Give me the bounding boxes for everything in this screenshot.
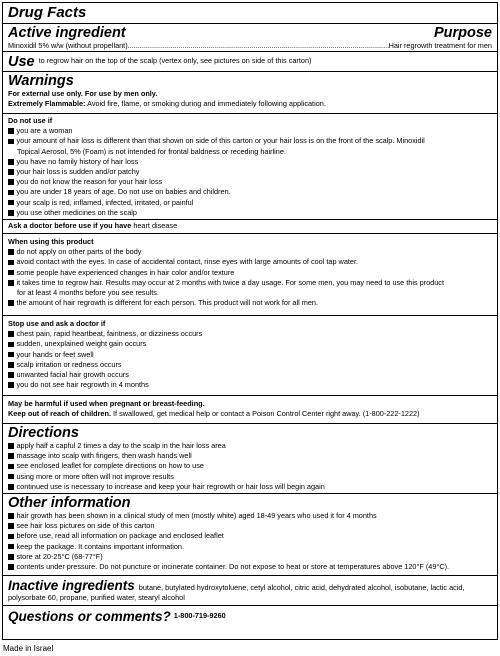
when-using-section bbox=[3, 233, 497, 315]
list-item: sudden, unexplained weight gain occurs bbox=[8, 339, 492, 349]
list-item: massage into scalp with fingers, then wash hands well bbox=[8, 451, 492, 461]
bullet-icon bbox=[8, 300, 14, 306]
stop-use-section bbox=[3, 315, 497, 395]
bullet-icon bbox=[8, 513, 14, 519]
bullet-icon bbox=[8, 139, 14, 145]
list-item: you are a woman bbox=[8, 126, 492, 136]
ask-doctor-label: Ask a doctor before use if you have bbox=[8, 221, 132, 230]
purpose-heading: Purpose bbox=[433, 25, 492, 41]
inactive-ingredients-line1: butane, butylated hydroxytoluene, cetyl alcohol, citric acid, dehydrated alcohol, isobutane, lactic acid, bbox=[138, 583, 465, 592]
list-item: your hair loss is sudden and/or patchy bbox=[8, 167, 492, 177]
active-ingredient-heading: Active ingredient bbox=[8, 25, 126, 41]
directions-section bbox=[3, 423, 497, 493]
active-ingredient-row bbox=[8, 41, 492, 51]
bullet-icon bbox=[8, 169, 14, 175]
list-item: see enclosed leaflet for complete directions on how to use bbox=[8, 461, 492, 471]
active-ingredient-name: Minoxidil 5% w/w (without propellant) bbox=[8, 41, 128, 50]
children-text: If swallowed, get medical help or contact a Poison Control Center right away. (1-800-222-1222) bbox=[113, 409, 420, 419]
list-item: your amount of hair loss is different than that shown on side of this carton or your hair loss is on the front of the scalp. Minoxidil bbox=[8, 136, 492, 146]
questions-heading: Questions or comments? bbox=[8, 608, 171, 624]
warnings-heading: Warnings bbox=[8, 73, 74, 89]
list-item: apply half a capful 2 times a day to the scalp in the hair loss area bbox=[8, 441, 492, 451]
when-using-heading: When using this product bbox=[8, 237, 94, 246]
made-in-label: Made in Israel bbox=[3, 644, 54, 653]
list-item: some people have experienced changes in hair color and/or texture bbox=[8, 268, 492, 278]
flammable-label: Extremely Flammable: bbox=[8, 99, 86, 109]
bullet-icon bbox=[8, 260, 14, 266]
use-text: to regrow hair on the top of the scalp (vertex only, see pictures on side of this carton) bbox=[38, 56, 312, 66]
bullet-icon bbox=[8, 474, 14, 480]
bullet-icon bbox=[8, 484, 14, 490]
inactive-ingredients-section bbox=[3, 575, 497, 605]
list-item: continued use is necessary to increase and keep your hair regrowth or hair loss will begin again bbox=[8, 482, 492, 492]
list-item: contents under pressure. Do not puncture or incinerate container. Do not expose to heat or store at temperatures above 120°F (49°C). bbox=[8, 562, 492, 572]
list-item: unwanted facial hair growth occurs bbox=[8, 370, 492, 380]
bullet-icon bbox=[8, 280, 14, 286]
use-section bbox=[3, 51, 497, 71]
stop-use-heading: Stop use and ask a doctor if bbox=[8, 319, 106, 328]
list-item: you use other medicines on the scalp bbox=[8, 208, 492, 218]
bullet-icon bbox=[8, 464, 14, 470]
children-label: Keep out of reach of children. bbox=[8, 409, 111, 419]
list-item: you do not know the reason for your hair loss bbox=[8, 177, 492, 187]
list-item: your hands or feet swell bbox=[8, 350, 492, 360]
active-ingredient-section bbox=[3, 23, 497, 51]
other-information-heading: Other information bbox=[8, 495, 131, 511]
active-ingredient-purpose: Hair regrowth treatment for men bbox=[388, 41, 492, 50]
list-item: avoid contact with the eyes. In case of accidental contact, rinse eyes with large amounts of cool tap water. bbox=[8, 257, 492, 267]
list-item: store at 20-25°C (68-77°F) bbox=[8, 552, 492, 562]
drug-facts-title-section bbox=[3, 3, 497, 23]
bullet-icon bbox=[8, 342, 14, 348]
bullet-icon bbox=[8, 362, 14, 368]
list-item: scalp irritation or redness occurs bbox=[8, 360, 492, 370]
drug-facts-title: Drug Facts bbox=[8, 4, 87, 21]
list-item: before use, read all information on package and enclosed leaflet bbox=[8, 531, 492, 541]
list-item: it takes time to regrow hair. Results may occur at 2 months with twice a day usage. For some men, you may need to use this product bbox=[8, 278, 492, 288]
inactive-ingredients-line2: polysorbate 60, propane, purified water, stearyl alcohol bbox=[8, 593, 185, 603]
drug-facts-panel bbox=[2, 2, 498, 640]
use-heading: Use bbox=[8, 53, 35, 70]
bullet-icon bbox=[8, 200, 14, 206]
bullet-icon bbox=[8, 331, 14, 337]
bullet-icon bbox=[8, 128, 14, 134]
list-item-continuation: for at least 4 months before you see results. bbox=[17, 288, 159, 298]
questions-section bbox=[3, 605, 497, 626]
flammable-text: Avoid fire, flame, or smoking during and immediately following application. bbox=[87, 99, 326, 109]
list-item: see hair loss pictures on side of this carton bbox=[8, 521, 492, 531]
list-item: you do not see hair regrowth in 4 months bbox=[8, 380, 492, 390]
bullet-icon bbox=[8, 249, 14, 255]
list-item: do not apply on other parts of the body bbox=[8, 247, 492, 257]
bullet-icon bbox=[8, 443, 14, 449]
list-item: hair growth has been shown in a clinical study of men (mostly white) aged 18-49 years who used it for 4 months bbox=[8, 511, 492, 521]
external-use-warning: For external use only. For use by men only. bbox=[8, 89, 158, 98]
list-item: you have no family history of hair loss bbox=[8, 157, 492, 167]
warnings-section bbox=[3, 71, 497, 113]
ask-doctor-section bbox=[3, 219, 497, 233]
bullet-icon bbox=[8, 159, 14, 165]
pregnancy-warning: May be harmful if used when pregnant or breast-feeding. bbox=[8, 399, 205, 408]
do-not-use-section bbox=[3, 113, 497, 219]
bullet-icon bbox=[8, 352, 14, 358]
bullet-icon bbox=[8, 270, 14, 276]
directions-heading: Directions bbox=[8, 425, 79, 441]
list-item: your scalp is red, inflamed, infected, irritated, or painful bbox=[8, 198, 492, 208]
list-item: using more or more often will not improve results bbox=[8, 472, 492, 482]
bullet-icon bbox=[8, 544, 14, 550]
list-item: chest pain, rapid heartbeat, faintness, or dizziness occurs bbox=[8, 329, 492, 339]
dot-leader bbox=[128, 41, 389, 51]
bullet-icon bbox=[8, 564, 14, 570]
bullet-icon bbox=[8, 210, 14, 216]
pregnancy-children-section bbox=[3, 395, 497, 423]
bullet-icon bbox=[8, 179, 14, 185]
do-not-use-heading: Do not use if bbox=[8, 116, 53, 125]
inactive-ingredients-heading: Inactive ingredients bbox=[8, 578, 135, 593]
bullet-icon bbox=[8, 190, 14, 196]
questions-phone: 1-800-719-9260 bbox=[173, 610, 226, 620]
list-item: keep the package. It contains important information. bbox=[8, 542, 492, 552]
bullet-icon bbox=[8, 453, 14, 459]
other-information-section bbox=[3, 493, 497, 575]
bullet-icon bbox=[8, 382, 14, 388]
bullet-icon bbox=[8, 372, 14, 378]
list-item: the amount of hair regrowth is different for each person. This product will not work for all men. bbox=[8, 298, 492, 308]
bullet-icon bbox=[8, 523, 14, 529]
list-item: you are under 18 years of age. Do not use on babies and children. bbox=[8, 187, 492, 197]
bullet-icon bbox=[8, 534, 14, 540]
bullet-icon bbox=[8, 554, 14, 560]
list-item-continuation: Topical Aerosol, 5% (Foam) is not intended for frontal baldness or receding hairline. bbox=[17, 146, 286, 156]
ask-doctor-text: heart disease bbox=[133, 221, 178, 230]
